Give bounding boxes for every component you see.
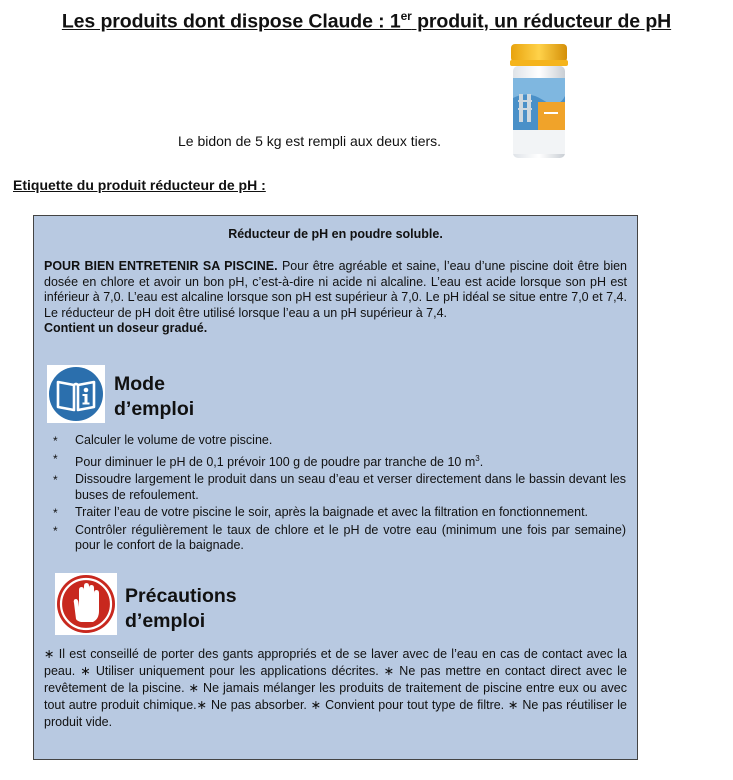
intro-paragraph: [44, 259, 627, 337]
precautions-text: ∗ Il est conseillé de porter des gants appropriés et de se laver avec de l’eau en cas de contact avec la peau. ∗ Utiliser uniquement pour les applications décrites. ∗ Ne pas mettre en contact direct avec le revêtement de la piscine. ∗ Ne jamais mélanger les produits de traitement de piscine entre eux ou avec tout autre produit chimique.∗ Ne pas absorber. ∗ Convient pour tout type de filtre. ∗ Ne pas réutiliser le produit vide.: [44, 647, 627, 729]
step-item: * Pour diminuer le pH de 0,1 prévoir 100 g de poudre par tranche de 10 $m^3$.: [48, 451, 626, 471]
mode-emploi-heading: Mode d’emploi: [114, 373, 195, 420]
page-title: Les produits dont dispose Claude : 1er produit, un réducteur de pH: [61, 9, 672, 33]
mode-emploi-steps: [48, 433, 626, 556]
stop-hand-icon: [55, 573, 117, 635]
intro-footer: Contient un doseur gradué.: [44, 321, 208, 335]
product-label-box: [33, 215, 638, 760]
step-item: * Calculer le volume de votre piscine.: [48, 433, 626, 449]
intro-text: Pour être agréable et saine, l’eau d’une piscine doit être bien dosée en chlore et avoir un bon pH, c’est-à-dire ni acide ni alcaline. L’eau est acide lorsque son pH est inférieur à 7,0. L’eau est alcaline lorsque son pH est supérieur à 7,0. Le pH idéal se situe entre 7,0 et 7,4. Le réducteur de pH doit être utilisé lorsque l’eau a un pH supérieur à 7,4.: [44, 259, 627, 320]
label-box-title: Réducteur de pH en poudre soluble.: [228, 227, 443, 241]
precautions-heading: Précautions d’emploi: [125, 585, 237, 632]
step-item: * Traiter l’eau de votre piscine le soir, après la baignade et avec la filtration en fonctionnement.: [48, 505, 626, 521]
bottle-caption: Le bidon de 5 kg est rempli aux deux tiers.: [178, 133, 442, 149]
ph-reducer-bottle-image: [508, 42, 570, 162]
label-heading: Etiquette du produit réducteur de pH :: [13, 177, 266, 193]
intro-bold-lead: POUR BIEN ENTRETENIR SA PISCINE.: [44, 259, 278, 273]
manual-info-icon: [47, 365, 105, 423]
step-item: * Contrôler régulièrement le taux de chlore et le pH de votre eau (minimum une fois par semaine) pour le confort de la baignade.: [48, 523, 626, 554]
step-item: * Dissoudre largement le produit dans un seau d’eau et verser directement dans le bassin devant les buses de refoulement.: [48, 472, 626, 503]
